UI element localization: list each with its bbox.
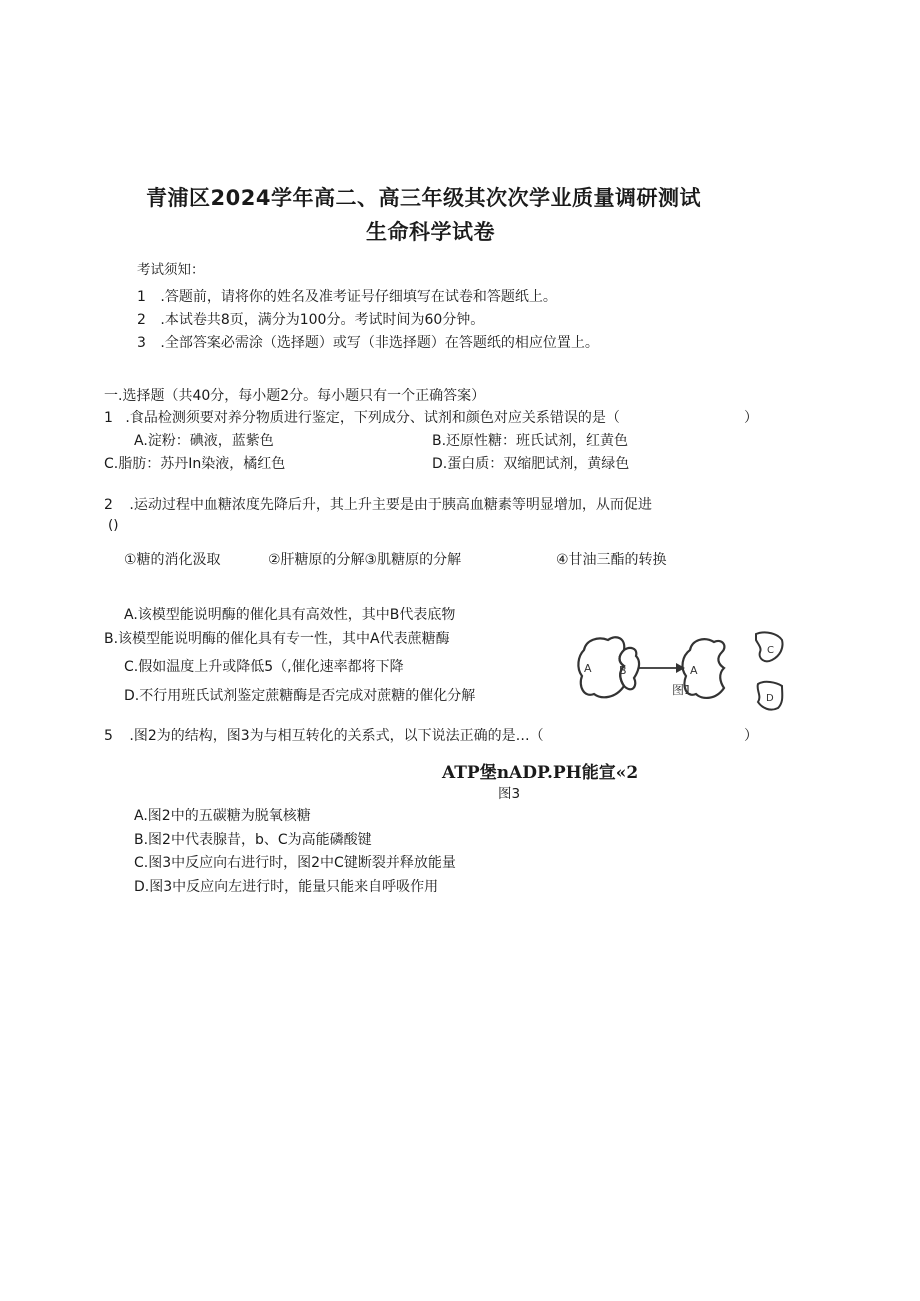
notice-item-text: .本试卷共8页，满分为100分。考试时间为60分钟。 <box>160 312 485 328</box>
q1-option-a: A.淀粉：碘液，蓝紫色 <box>134 433 274 449</box>
notice-item <box>137 332 599 352</box>
question-text: .运动过程中血糖浓度先降后升，其上升主要是由于胰高血糖素等明显增加，从而促进 <box>129 497 652 513</box>
exam-title: 青浦区2024学年高二、高三年级其次次学业质量调研测试 <box>146 186 701 210</box>
question-number: 2 <box>104 497 113 513</box>
notice-item-number: 2 <box>137 312 146 328</box>
q2-option-2-3: ②肝糖原的分解③肌糖原的分解 <box>268 552 462 568</box>
q1-option-c: C.脂肪：苏丹In染液，橘红色 <box>104 456 286 472</box>
section-heading: 一.选择题（共40分，每小题2分。每小题只有一个正确答案） <box>104 388 486 404</box>
figure-label-c: C <box>767 645 774 656</box>
enzyme-model-figure <box>572 628 787 713</box>
q4-option-d: D.不行用班氏试剂鉴定蔗糖酶是否完成对蔗糖的催化分解 <box>124 688 476 704</box>
q1-option-d: D.蛋白质：双缩肥试剂，黄绿色 <box>432 456 630 472</box>
notice-item <box>137 286 557 306</box>
q4-option-b: B.该模型能说明酶的催化具有专一性，其中A代表蔗糖酶 <box>104 631 450 647</box>
figure-label-b: B <box>619 664 627 677</box>
question-text: .图2为的结构，图3为与相互转化的关系式，以下说法正确的是…（ <box>129 728 544 744</box>
q5-option-d: D.图3中反应向左进行时，能量只能来自呼吸作用 <box>134 879 439 895</box>
figure-label-a1: A <box>584 662 592 675</box>
exam-subtitle: 生命科学试卷 <box>366 220 495 244</box>
figure-caption: 图1 <box>672 683 692 697</box>
notice-item-number: 1 <box>137 289 146 305</box>
question-5-close-paren: ） <box>744 728 758 744</box>
question-1-close-paren: ） <box>744 410 758 426</box>
q2-option-4: ④甘油三酯的转换 <box>556 552 667 568</box>
q5-option-a: A.图2中的五碳糖为脱氧核糖 <box>134 808 311 824</box>
question-2-stem <box>104 494 652 514</box>
question-5-stem <box>104 725 544 745</box>
q4-option-c: C.假如温度上升或降低5（,催化速率都将下降 <box>124 659 404 675</box>
question-number: 5 <box>104 728 113 744</box>
enzyme-model-diagram <box>572 628 787 713</box>
notice-item-number: 3 <box>137 335 146 351</box>
notice-item-text: .全部答案必需涂（选择题）或写（非选择题）在答题纸的相应位置上。 <box>160 335 599 351</box>
notice-item-text: .答题前，请将你的姓名及准考证号仔细填写在试卷和答题纸上。 <box>160 289 557 305</box>
q5-option-b: B.图2中代表腺昔，b、C为高能磷酸键 <box>134 832 372 848</box>
q1-option-b: B.还原性糖：班氏试剂，红黄色 <box>432 433 629 449</box>
figure-3-caption: 图3 <box>498 786 521 802</box>
q4-option-a: A.该模型能说明酶的催化具有高效性，其中B代表底物 <box>124 607 456 623</box>
q2-option-1: ①糖的消化汲取 <box>124 552 221 568</box>
q5-option-c: C.图3中反应向右进行时，图2中C键断裂并释放能量 <box>134 855 456 871</box>
question-1-stem <box>104 407 620 427</box>
notice-heading: 考试须知： <box>137 262 205 278</box>
question-number: 1 <box>104 410 113 426</box>
figure-label-d: D <box>766 693 774 704</box>
question-2-paren: () <box>108 517 119 533</box>
question-text: .食品检测须要对养分物质进行鉴定，下列成分、试剂和颜色对应关系错误的是（ <box>125 410 620 426</box>
atp-adp-formula: ATP堡nADP.PH能宣«2 <box>442 763 639 783</box>
notice-item <box>137 309 484 329</box>
figure-label-a2: A <box>690 664 698 677</box>
